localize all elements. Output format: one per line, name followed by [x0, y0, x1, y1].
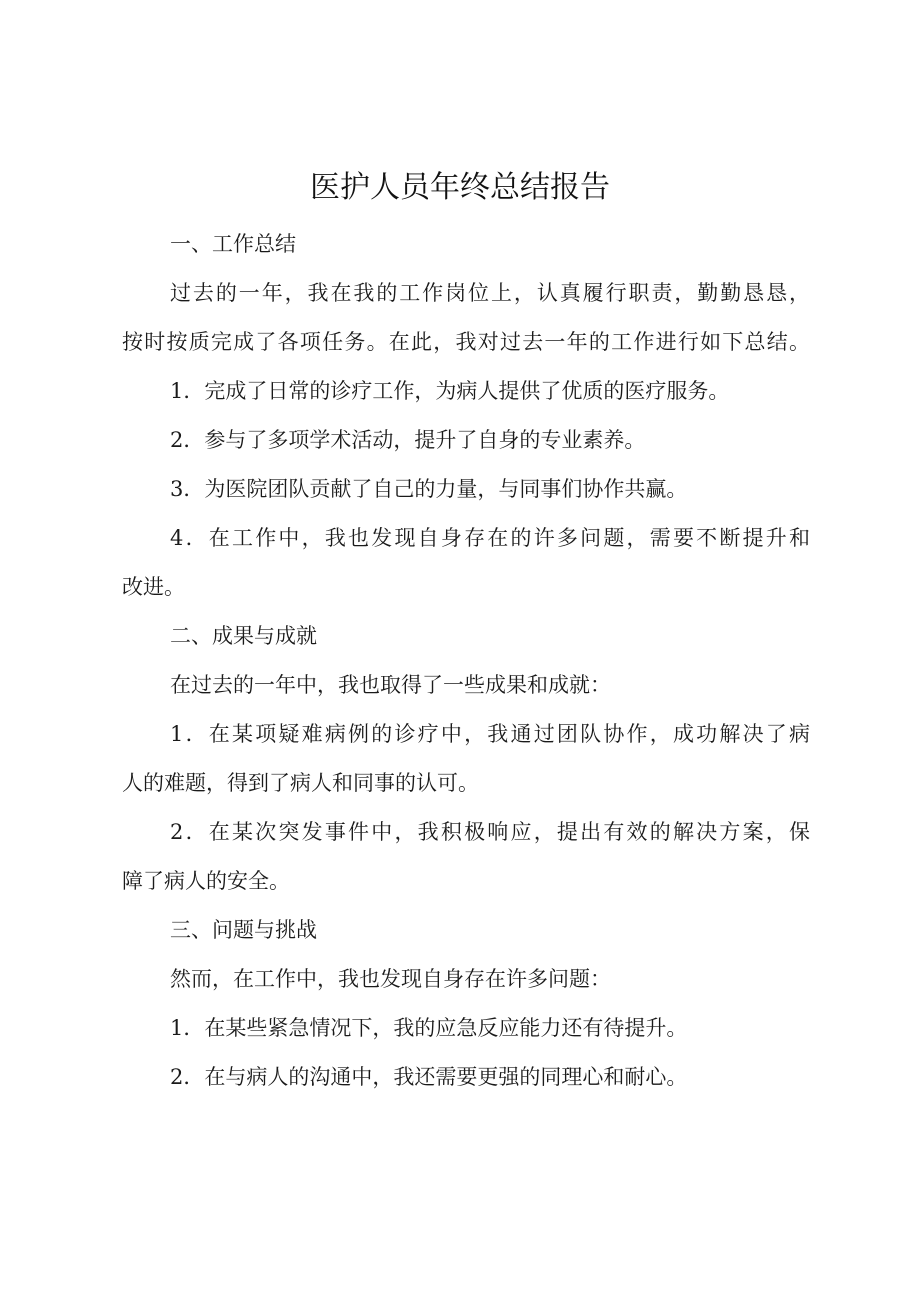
list-item: 2．在某次突发事件中，我积极响应，提出有效的解决方案，保 [170, 820, 810, 844]
paragraph-line: 在过去的一年中，我也取得了一些成果和成就： [170, 673, 611, 697]
list-item-continuation: 人的难题，得到了病人和同事的认可。 [122, 771, 479, 795]
section-heading-work-summary: 一、工作总结 [170, 232, 296, 256]
section-heading-achievements: 二、成果与成就 [170, 624, 317, 648]
list-item-continuation: 障了病人的安全。 [122, 869, 290, 893]
paragraph-line: 然而，在工作中，我也发现自身存在许多问题： [170, 967, 611, 991]
paragraph-line: 按时按质完成了各项任务。在此，我对过去一年的工作进行如下总结。 [122, 330, 810, 354]
list-item: 4．在工作中，我也发现自身存在的许多问题，需要不断提升和 [170, 526, 810, 550]
section-heading-problems: 三、问题与挑战 [170, 918, 317, 942]
list-item-continuation: 改进。 [122, 575, 185, 599]
list-item: 1．在某项疑难病例的诊疗中，我通过团队协作，成功解决了病 [170, 722, 810, 746]
list-item: 2．在与病人的沟通中，我还需要更强的同理心和耐心。 [170, 1065, 688, 1089]
list-item: 2．参与了多项学术活动，提升了自身的专业素养。 [170, 428, 646, 452]
list-item: 1．完成了日常的诊疗工作，为病人提供了优质的医疗服务。 [170, 379, 730, 403]
document-title: 医护人员年终总结报告 [310, 170, 610, 205]
list-item: 3．为医院团队贡献了自己的力量，与同事们协作共赢。 [170, 477, 688, 501]
paragraph-line: 过去的一年，我在我的工作岗位上，认真履行职责，勤勤恳恳， [170, 281, 810, 305]
list-item: 1．在某些紧急情况下，我的应急反应能力还有待提升。 [170, 1016, 688, 1040]
